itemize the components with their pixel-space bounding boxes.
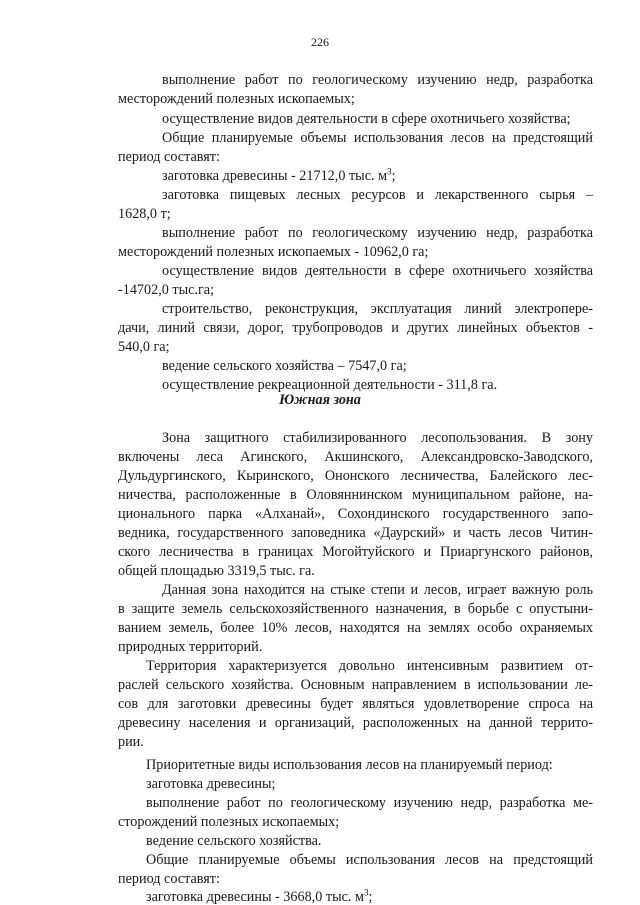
- text-line: Данная зона находится на стыке степи и лесов, играет важную роль: [162, 582, 593, 598]
- text-line: -14702,0 тыс.га;: [118, 282, 215, 298]
- text-line: строительство, реконструкция, эксплуатация линий электропере-: [162, 301, 593, 317]
- text-line: Зона защитного стабилизированного лесопользования. В зону: [162, 430, 593, 446]
- text-line: 540,0 га;: [118, 339, 170, 355]
- text-line: выполнение работ по геологическому изучению недр, разработка: [162, 225, 593, 241]
- section-heading: Южная зона: [279, 392, 361, 408]
- text-line: заготовка древесины - 21712,0 тыс. $м^3$;: [162, 166, 396, 184]
- text-line: месторождений полезных ископаемых;: [118, 91, 355, 107]
- text-line: в защите земель сельскохозяйственного назначения, в борьбе с опустыни-: [118, 601, 593, 617]
- text-line: рии.: [118, 734, 144, 750]
- text-line: заготовка древесины - 3668,0 тыс. $м^3$;: [146, 887, 373, 905]
- text-line: 1628,0 т;: [118, 206, 171, 222]
- text-line: общей площадью 3319,5 тыс. га.: [118, 563, 315, 579]
- text-line: Общие планируемые объемы использования лесов на предстоящий: [146, 852, 593, 868]
- text-line: древесину населения и организаций, расположенных на данной террито-: [118, 715, 593, 731]
- text-line: выполнение работ по геологическому изучению недр, разработка: [162, 72, 593, 88]
- text-line: ционального парка «Алханай», Сохондинского государственного запо-: [118, 506, 593, 522]
- text-line: осуществление видов деятельности в сфере охотничьего хозяйства: [162, 263, 593, 279]
- text-line: осуществление рекреационной деятельности - 311,8 га.: [162, 377, 498, 393]
- text-line: раслей сельского хозяйства. Основным направлением в использовании ле-: [118, 677, 593, 693]
- text-line: осуществление видов деятельности в сфере охотничьего хозяйства;: [162, 111, 571, 127]
- text-line: сов для заготовки древесины будет являться удовлетворение спроса на: [118, 696, 593, 712]
- text-line: период составят:: [118, 871, 220, 887]
- text-line: Общие планируемые объемы использования лесов на предстоящий: [162, 130, 593, 146]
- text-line: сторождений полезных ископаемых;: [118, 814, 340, 830]
- text-line: период составят:: [118, 149, 220, 165]
- text-line: заготовка пищевых лесных ресурсов и лекарственного сырья –: [162, 187, 593, 203]
- page-number: 226: [311, 35, 329, 49]
- text-line: ведение сельского хозяйства.: [146, 833, 322, 849]
- text-line: выполнение работ по геологическому изучению недр, разработка ме-: [146, 795, 593, 811]
- text-line: Дульдургинского, Кыринского, Ононского лесничества, Балейского лес-: [118, 468, 593, 484]
- text-line: месторождений полезных ископаемых - 10962,0 га;: [118, 244, 429, 260]
- text-line: заготовка древесины;: [146, 776, 276, 792]
- text-line: ведника, государственного заповедника «Даурский» и часть лесов Читин-: [118, 525, 593, 541]
- text-line: Приоритетные виды использования лесов на планируемый период:: [146, 757, 553, 773]
- text-line: природных территорий.: [118, 639, 263, 655]
- text-line: ведение сельского хозяйства – 7547,0 га;: [162, 358, 407, 374]
- text-line: ничества, расположенные в Оловяннинском муниципальном районе, на-: [118, 487, 593, 503]
- text-line: ванием земель, более 10% лесов, находятся на землях особо охраняемых: [118, 620, 593, 636]
- text-line: включены леса Агинского, Акшинского, Александровско-Заводского,: [118, 449, 593, 465]
- text-line: ского лесничества в границах Могойтуйского и Приаргунского районов,: [118, 544, 593, 560]
- text-line: Территория характеризуется довольно интенсивным развитием от-: [146, 658, 593, 674]
- text-line: дачи, линий связи, дорог, трубопроводов и других линейных объектов -: [118, 320, 593, 336]
